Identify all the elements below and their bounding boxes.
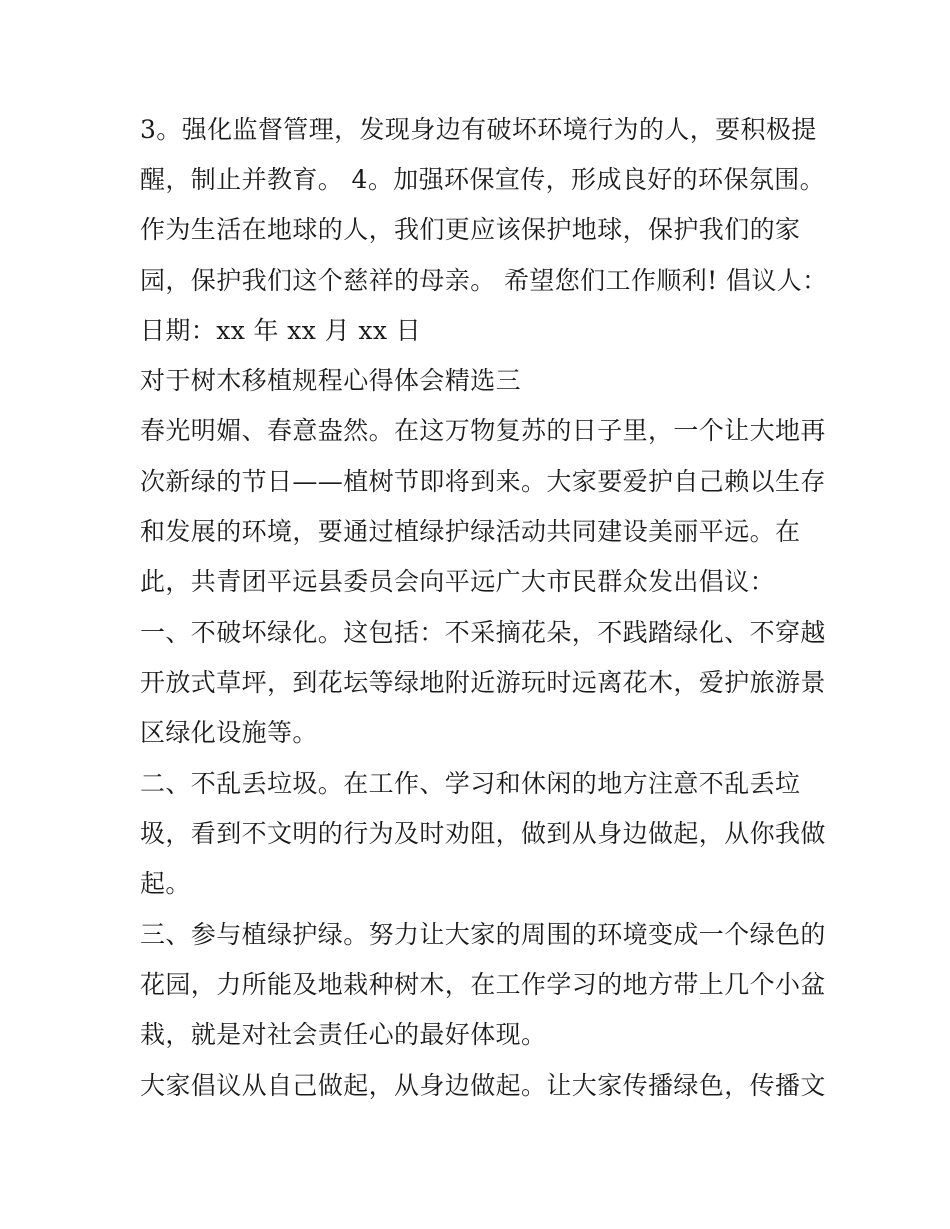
text-line: 大家倡议从自己做起，从身边做起。让大家传播绿色，传播文 — [140, 1071, 826, 1100]
text-line: 圾，看到不文明的行为及时劝阻，做到从身边做起，从你我做 — [140, 819, 826, 848]
text-line: 区绿化设施等。 — [140, 718, 318, 747]
text-line: 和发展的环境，要通过植绿护绿活动共同建设美丽平远。在 — [140, 517, 801, 546]
text-line: 二、不乱丢垃圾。在工作、学习和休闲的地方注意不乱丢垃 — [140, 769, 801, 798]
text-line: 一、不破坏绿化。这包括：不采摘花朵，不践踏绿化、不穿越 — [140, 618, 826, 647]
text-line: 3。强化监督管理，发现身边有破坏环境行为的人，要积极提 — [140, 115, 817, 144]
text-line: 醒，制止并教育。 4。加强环保宣传，形成良好的环保氛围。 — [140, 165, 826, 194]
text-line: 栽，就是对社会责任心的最好体现。 — [140, 1020, 547, 1049]
text-line: 三、参与植绿护绿。努力让大家的周围的环境变成一个绿色的 — [140, 920, 826, 949]
section-title: 对于树木移植规程心得体会精选三 — [140, 366, 522, 395]
text-line: 次新绿的节日——植树节即将到来。大家要爱护自己赖以生存 — [140, 467, 826, 496]
text-line: 春光明媚、春意盎然。在这万物复苏的日子里，一个让大地再 — [140, 416, 826, 445]
text-line: 作为生活在地球的人，我们更应该保护地球，保护我们的家 — [140, 215, 801, 244]
text-line: 此，共青团平远县委员会向平远广大市民群众发出倡议： — [140, 567, 776, 596]
text-line: 开放式草坪，到花坛等绿地附近游玩时远离花木，爱护旅游景 — [140, 668, 826, 697]
text-line: 花园，力所能及地栽种树木，在工作学习的地方带上几个小盆 — [140, 970, 826, 999]
text-line: 园，保护我们这个慈祥的母亲。 希望您们工作顺利! 倡议人： — [140, 266, 828, 295]
text-line: 起。 — [140, 869, 191, 898]
date-line: 日期：xx 年 xx 月 xx 日 — [140, 316, 422, 345]
